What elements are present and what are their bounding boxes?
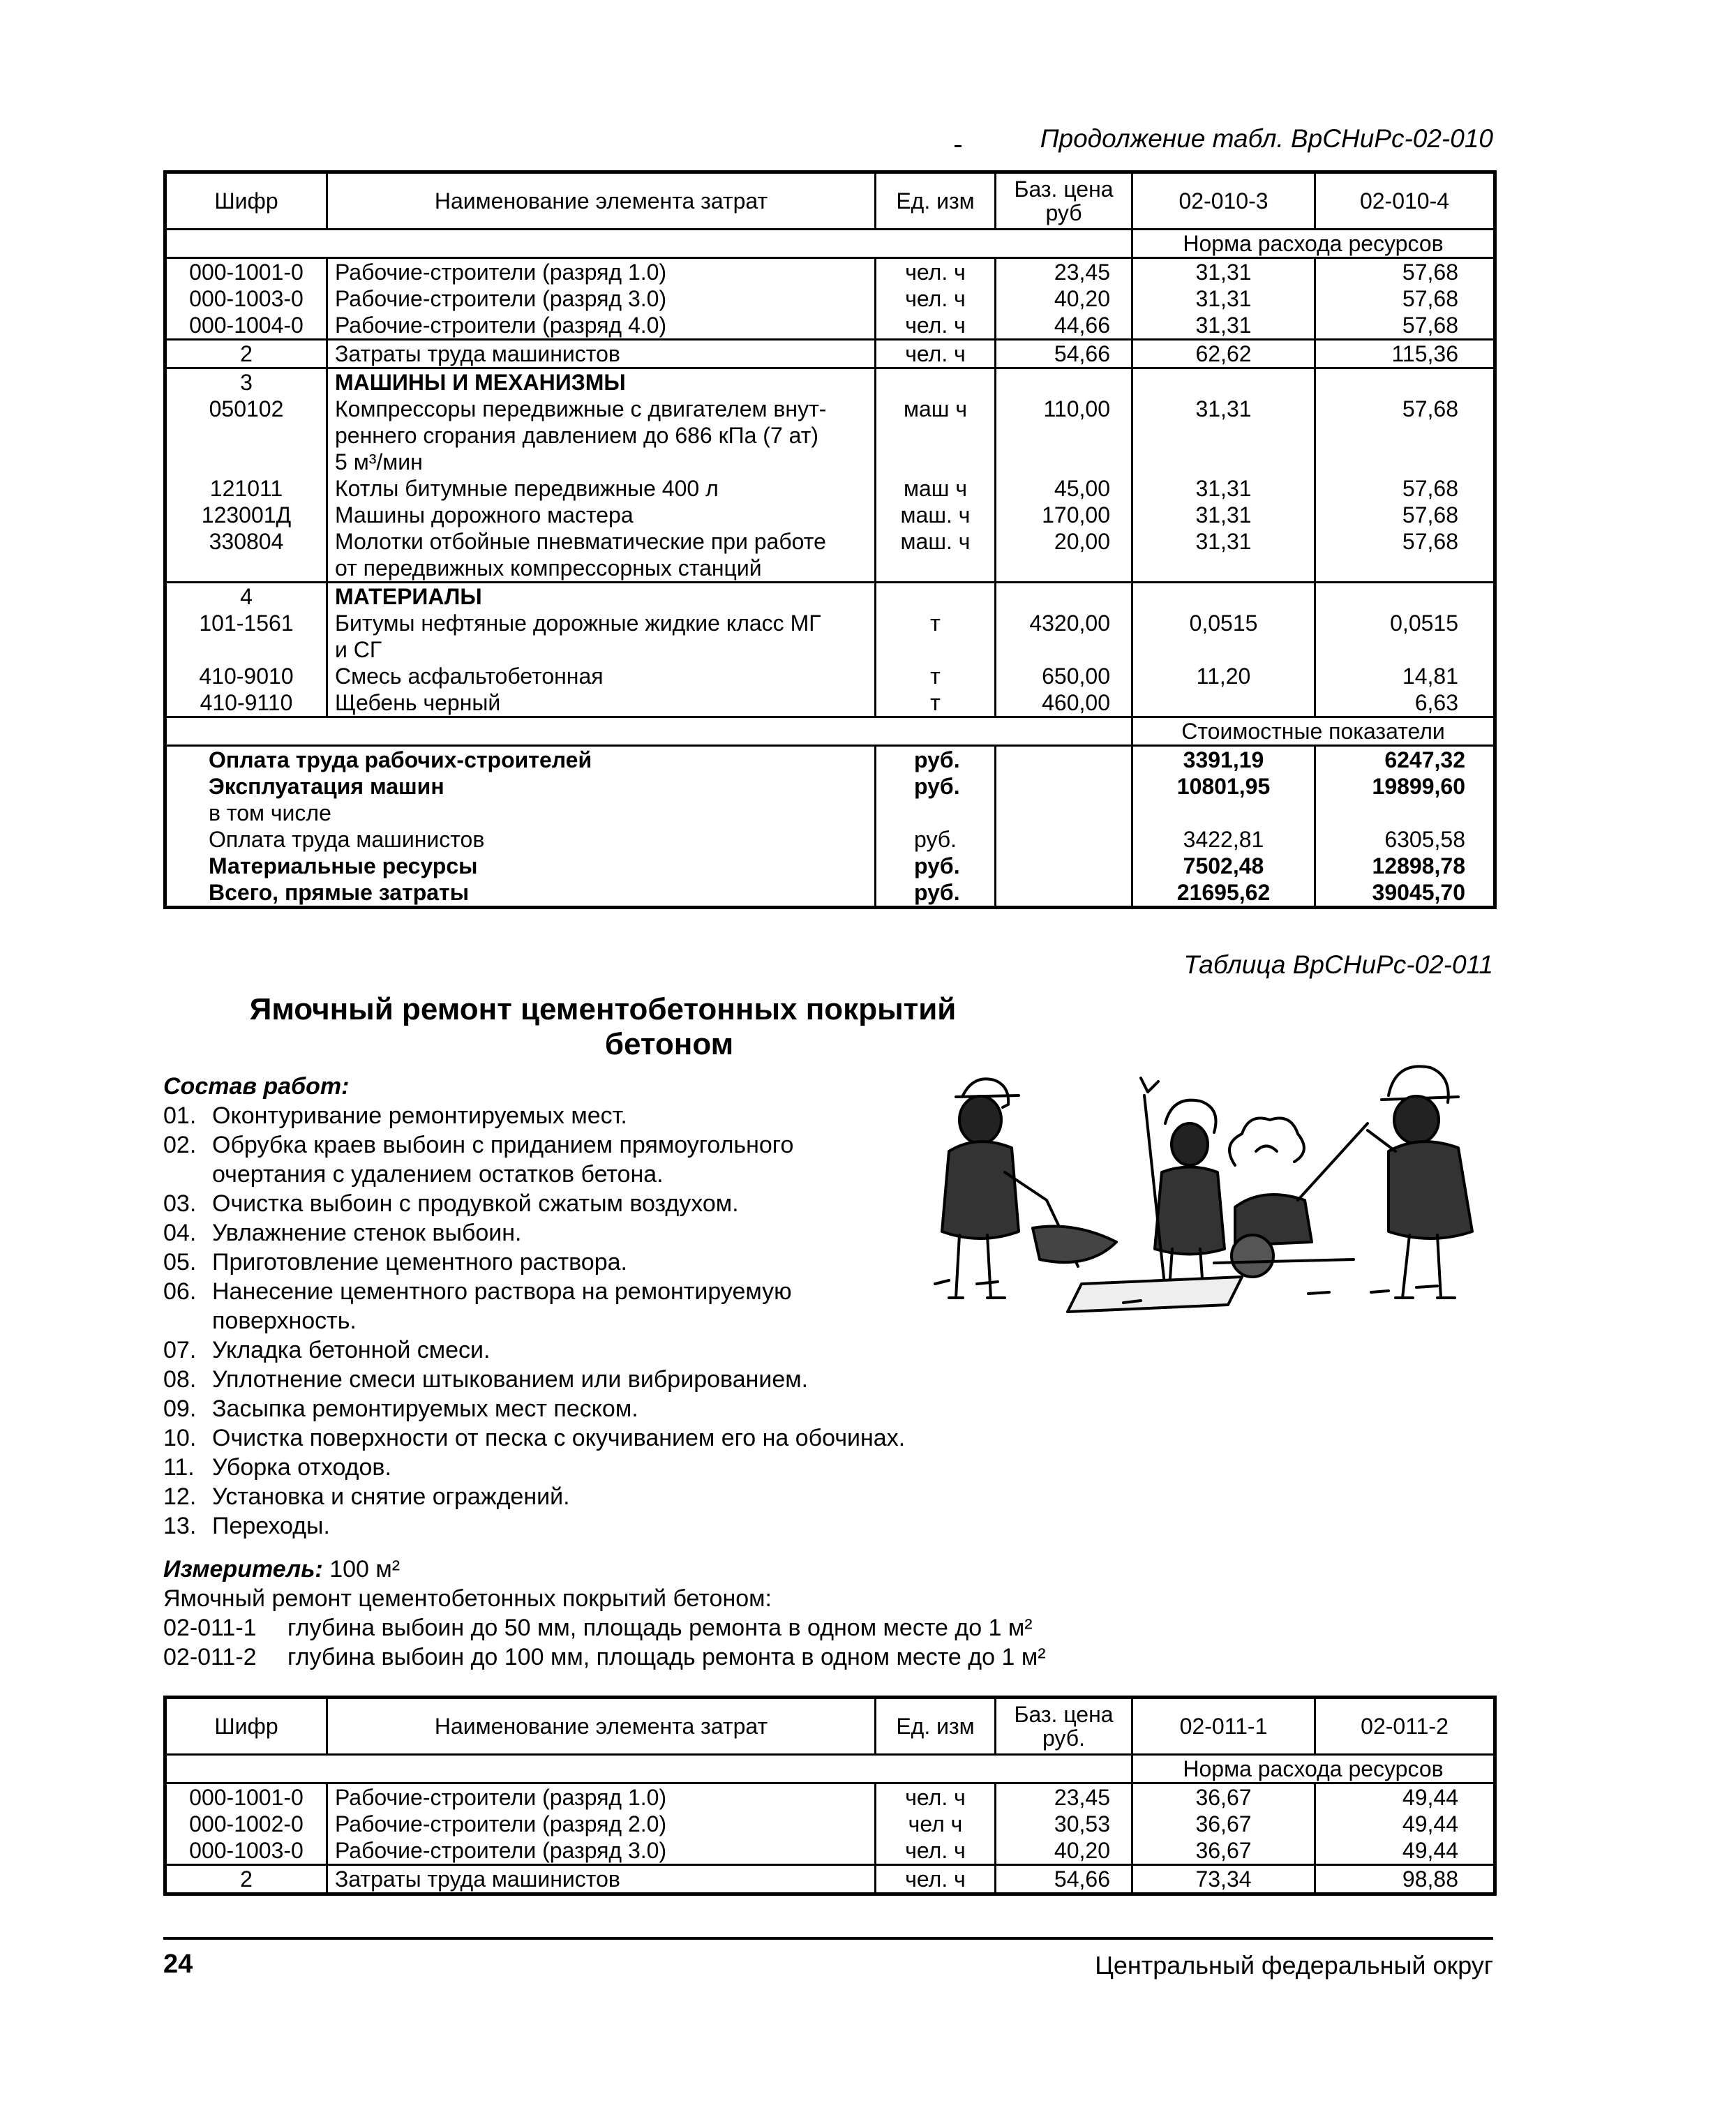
variant-1-cell: 31,31	[1132, 285, 1315, 312]
code-cell	[165, 422, 327, 449]
table2-header-row	[165, 1698, 1495, 1755]
price-cell: 20,00	[996, 528, 1132, 555]
variant-2-cell	[1315, 636, 1495, 663]
price-cell: 23,45	[996, 258, 1132, 286]
name-cell: Рабочие-строители (разряд 3.0)	[327, 285, 876, 312]
variant-line	[163, 1643, 1489, 1672]
variant-2-cell	[1315, 368, 1495, 396]
code-cell: 2	[165, 340, 327, 368]
code-cell: 000-1001-0	[165, 1783, 327, 1811]
variant-2-cell	[1315, 583, 1495, 611]
col-header-price: Баз. цена руб.	[996, 1698, 1132, 1755]
code-cell: 101-1561	[165, 610, 327, 636]
cost-variant-2: 19899,60	[1372, 774, 1465, 799]
variant-1-cell: 11,20	[1132, 663, 1315, 689]
cost-variant-2: 12898,78	[1372, 853, 1465, 878]
table-row	[165, 663, 1495, 689]
cost-row	[165, 773, 1495, 800]
table-row	[165, 368, 1495, 396]
variant-1-cell: 31,31	[1132, 502, 1315, 528]
road-workers-illustration	[907, 1054, 1507, 1319]
work-number: 13.	[163, 1513, 197, 1539]
variant-1-cell	[1132, 583, 1315, 611]
work-text: Уборка отходов.	[212, 1454, 391, 1481]
table-row	[165, 555, 1495, 583]
price-cell: 460,00	[996, 689, 1132, 717]
table-row	[165, 502, 1495, 528]
name-cell: МАШИНЫ И МЕХАНИЗМЫ	[327, 368, 876, 396]
unit-cell: маш. ч	[876, 502, 996, 528]
price-cell: 170,00	[996, 502, 1132, 528]
price-cell	[996, 555, 1132, 583]
footer-district: Центральный федеральный округ	[1095, 1951, 1493, 1980]
cost-price	[996, 853, 1132, 879]
section-title	[163, 992, 1028, 1062]
code-cell	[165, 449, 327, 475]
code-cell: 000-1003-0	[165, 1837, 327, 1865]
variant-1-cell: 31,31	[1132, 312, 1315, 340]
code-cell	[165, 555, 327, 583]
price-cell	[996, 636, 1132, 663]
code-cell: 000-1003-0	[165, 285, 327, 312]
work-text: Нанесение цементного раствора на ремонтируемую	[212, 1278, 792, 1305]
unit-cell: маш. ч	[876, 528, 996, 555]
unit-cell: маш ч	[876, 396, 996, 422]
resource-table-02-010	[163, 170, 1497, 909]
price-cell: 45,00	[996, 475, 1132, 502]
cost-banner-row	[165, 717, 1495, 746]
unit-cell: чел. ч	[876, 285, 996, 312]
col-header-name: Наименование элемента затрат	[327, 172, 876, 230]
variant-1-cell	[1132, 422, 1315, 449]
work-number	[163, 1306, 212, 1335]
work-number: 11.	[163, 1454, 195, 1481]
code-cell: 000-1001-0	[165, 258, 327, 286]
name-cell: 5 м³/мин	[327, 449, 876, 475]
unit-cell	[876, 583, 996, 611]
work-number: 07.	[163, 1337, 197, 1363]
col-header-price: Баз. цена руб	[996, 172, 1132, 230]
work-item	[163, 1365, 1168, 1394]
unit-cell: т	[876, 663, 996, 689]
cost-label: Оплата труда машинистов	[165, 826, 876, 853]
variant-2-cell	[1315, 555, 1495, 583]
col-header-name: Наименование элемента затрат	[327, 1698, 876, 1755]
work-text: поверхность.	[212, 1308, 357, 1334]
code-cell: 410-9010	[165, 663, 327, 689]
table-row	[165, 258, 1495, 286]
variant-1-cell: 31,31	[1132, 528, 1315, 555]
cost-unit: руб.	[876, 826, 996, 853]
code-cell: 050102	[165, 396, 327, 422]
table-continuation-caption: Продолжение табл. ВрСНиРс-02-010	[1040, 124, 1493, 153]
unit-cell: чел. ч	[876, 1865, 996, 1894]
code-cell: 000-1004-0	[165, 312, 327, 340]
variant-text: глубина выбоин до 100 мм, площадь ремонта в одном месте до 1 м²	[287, 1644, 1046, 1670]
table-row	[165, 1811, 1495, 1837]
cost-row	[165, 853, 1495, 879]
price-cell: 23,45	[996, 1783, 1132, 1811]
variant-1-cell	[1132, 449, 1315, 475]
cost-variant-2	[1315, 800, 1495, 826]
name-cell: реннего сгорания давлением до 686 кПа (7 ат)	[327, 422, 876, 449]
name-cell: Битумы нефтяные дорожные жидкие класс МГ	[327, 610, 876, 636]
resource-table-02-011	[163, 1696, 1497, 1896]
name-cell: Машины дорожного мастера	[327, 502, 876, 528]
cost-row	[165, 800, 1495, 826]
unit-cell: маш ч	[876, 475, 996, 502]
variant-1-cell: 31,31	[1132, 396, 1315, 422]
price-cell: 40,20	[996, 1837, 1132, 1865]
table-row	[165, 422, 1495, 449]
col-header-variant-1: 02-010-3	[1132, 172, 1315, 230]
work-text: Переходы.	[212, 1513, 330, 1539]
variant-2-cell: 49,44	[1402, 1811, 1458, 1836]
cost-unit: руб.	[876, 853, 996, 879]
variant-code: 02-011-2	[163, 1644, 257, 1670]
name-cell: Рабочие-строители (разряд 2.0)	[327, 1811, 876, 1837]
unit-cell	[876, 636, 996, 663]
name-cell: Затраты труда машинистов	[327, 340, 876, 368]
unit-cell: чел ч	[876, 1811, 996, 1837]
variant-2-cell: 6,63	[1414, 690, 1458, 715]
name-cell: Котлы битумные передвижные 400 л	[327, 475, 876, 502]
name-cell: Щебень черный	[327, 689, 876, 717]
name-cell: Смесь асфальтобетонная	[327, 663, 876, 689]
cost-price	[996, 826, 1132, 853]
col-header-variant-2: 02-010-4	[1315, 172, 1495, 230]
variant-2-cell: 14,81	[1402, 664, 1458, 689]
code-cell: 000-1002-0	[165, 1811, 327, 1837]
variant-1-cell: 36,67	[1132, 1783, 1315, 1811]
table-row	[165, 340, 1495, 368]
work-number: 06.	[163, 1278, 197, 1305]
page-number: 24	[163, 1950, 193, 1979]
table-row	[165, 1865, 1495, 1894]
cost-unit: руб.	[876, 773, 996, 800]
work-item	[163, 1482, 1168, 1511]
cost-row	[165, 826, 1495, 853]
work-number: 09.	[163, 1396, 197, 1422]
code-cell: 4	[165, 583, 327, 611]
price-cell: 650,00	[996, 663, 1132, 689]
cost-variant-1: 3422,81	[1132, 826, 1315, 853]
cost-unit: руб.	[876, 746, 996, 774]
cost-unit	[876, 800, 996, 826]
work-text: очертания с удалением остатков бетона.	[212, 1161, 664, 1188]
price-cell: 4320,00	[996, 610, 1132, 636]
variant-2-cell: 57,68	[1402, 502, 1458, 528]
price-cell: 30,53	[996, 1811, 1132, 1837]
work-number: 02.	[163, 1132, 197, 1158]
norm-banner-row	[165, 1755, 1495, 1783]
work-item	[163, 1394, 1168, 1423]
code-cell: 2	[165, 1865, 327, 1894]
code-cell	[165, 636, 327, 663]
variant-2-cell: 57,68	[1402, 476, 1458, 501]
unit-cell: чел. ч	[876, 312, 996, 340]
col-header-code: Шифр	[165, 1698, 327, 1755]
cost-variant-1: 7502,48	[1132, 853, 1315, 879]
variant-text: глубина выбоин до 50 мм, площадь ремонта в одном месте до 1 м²	[287, 1615, 1033, 1641]
work-number: 12.	[163, 1483, 197, 1510]
unit-cell	[876, 422, 996, 449]
col-header-unit: Ед. изм	[876, 1698, 996, 1755]
col-header-variant-1: 02-011-1	[1132, 1698, 1315, 1755]
price-cell	[996, 422, 1132, 449]
measure-block	[163, 1555, 1489, 1672]
cost-variant-1	[1132, 800, 1315, 826]
work-number: 10.	[163, 1425, 197, 1451]
cost-variant-1: 3391,19	[1132, 746, 1315, 774]
variant-1-cell: 73,34	[1132, 1865, 1315, 1894]
name-cell: МАТЕРИАЛЫ	[327, 583, 876, 611]
col-header-unit: Ед. изм	[876, 172, 996, 230]
table-row	[165, 583, 1495, 611]
cost-variant-2: 39045,70	[1372, 880, 1465, 905]
table-header-row	[165, 172, 1495, 230]
unit-cell	[876, 449, 996, 475]
cost-variant-2: 6247,32	[1384, 747, 1465, 772]
unit-cell: чел. ч	[876, 1783, 996, 1811]
variant-1-cell	[1132, 368, 1315, 396]
name-cell: Рабочие-строители (разряд 1.0)	[327, 1783, 876, 1811]
cost-unit: руб.	[876, 879, 996, 908]
cost-price	[996, 746, 1132, 774]
work-text: Очистка выбоин с продувкой сжатым воздухом.	[212, 1190, 739, 1217]
name-cell: от передвижных компрессорных станций	[327, 555, 876, 583]
work-number: 05.	[163, 1249, 197, 1275]
work-number	[163, 1160, 212, 1189]
price-cell: 40,20	[996, 285, 1132, 312]
variant-2-cell: 57,68	[1402, 396, 1458, 421]
variant-1-cell: 31,31	[1132, 475, 1315, 502]
name-cell: Рабочие-строители (разряд 1.0)	[327, 258, 876, 286]
variant-2-cell: 49,44	[1402, 1838, 1458, 1863]
work-text: Оконтуривание ремонтируемых мест.	[212, 1102, 627, 1129]
works-heading: Состав работ:	[163, 1073, 350, 1100]
table-row	[165, 285, 1495, 312]
variant-2-cell: 115,36	[1315, 340, 1495, 368]
work-number: 03.	[163, 1190, 197, 1217]
work-text: Приготовление цементного раствора.	[212, 1249, 627, 1275]
table-row	[165, 689, 1495, 717]
cost-label: Оплата труда рабочих-строителей	[165, 746, 876, 774]
cost-price	[996, 879, 1132, 908]
price-cell	[996, 583, 1132, 611]
variant-2-cell: 98,88	[1315, 1865, 1495, 1894]
variant-2-cell: 57,68	[1402, 286, 1458, 311]
table-row	[165, 1837, 1495, 1865]
footer-rule	[163, 1937, 1493, 1940]
cost-variant-1: 10801,95	[1132, 773, 1315, 800]
price-cell	[996, 368, 1132, 396]
work-number: 08.	[163, 1366, 197, 1393]
cost-row	[165, 746, 1495, 774]
variant-2-cell	[1315, 422, 1495, 449]
work-number: 01.	[163, 1102, 197, 1129]
name-cell: Рабочие-строители (разряд 4.0)	[327, 312, 876, 340]
name-cell: Рабочие-строители (разряд 3.0)	[327, 1837, 876, 1865]
table-row	[165, 396, 1495, 422]
table-row	[165, 1783, 1495, 1811]
table-row	[165, 449, 1495, 475]
work-text: Установка и снятие ограждений.	[212, 1483, 570, 1510]
work-item	[163, 1335, 1168, 1365]
variant-code: 02-011-1	[163, 1615, 257, 1641]
variant-1-cell: 36,67	[1132, 1837, 1315, 1865]
price-cell: 44,66	[996, 312, 1132, 340]
work-text: Укладка бетонной смеси.	[212, 1337, 491, 1363]
variant-2-cell: 0,0515	[1390, 611, 1458, 636]
variant-2-cell: 57,68	[1402, 260, 1458, 285]
norm-banner: Норма расхода ресурсов	[1132, 1755, 1495, 1783]
variant-1-cell	[1132, 689, 1315, 717]
variant-line	[163, 1613, 1489, 1643]
cost-variant-1: 21695,62	[1132, 879, 1315, 908]
section-title-line-2: бетоном	[604, 1027, 734, 1061]
norm-banner: Норма расхода ресурсов	[1132, 230, 1495, 258]
unit-cell: чел. ч	[876, 1837, 996, 1865]
cost-banner: Стоимостные показатели	[1132, 717, 1495, 746]
col-header-code: Шифр	[165, 172, 327, 230]
code-cell: 121011	[165, 475, 327, 502]
price-cell: 110,00	[996, 396, 1132, 422]
cost-label: Всего, прямые затраты	[165, 879, 876, 908]
variant-1-cell: 62,62	[1132, 340, 1315, 368]
price-cell	[996, 449, 1132, 475]
table-caption: Таблица ВрСНиРс-02-011	[1183, 950, 1493, 979]
norm-banner-row	[165, 230, 1495, 258]
variant-1-cell	[1132, 636, 1315, 663]
work-text: Уплотнение смеси штыкованием или вибрированием.	[212, 1366, 809, 1393]
variant-1-cell: 36,67	[1132, 1811, 1315, 1837]
table-row	[165, 636, 1495, 663]
cost-price	[996, 773, 1132, 800]
work-text: Обрубка краев выбоин с приданием прямоугольного	[212, 1132, 794, 1158]
name-cell: и СГ	[327, 636, 876, 663]
work-item	[163, 1511, 1168, 1541]
work-text: Засыпка ремонтируемых мест песком.	[212, 1396, 638, 1422]
section-title-line-1: Ямочный ремонт цементобетонных покрытий	[249, 992, 957, 1026]
table-row	[165, 475, 1495, 502]
work-number: 04.	[163, 1220, 197, 1246]
unit-cell: т	[876, 610, 996, 636]
name-cell: Затраты труда машинистов	[327, 1865, 876, 1894]
code-cell: 3	[165, 368, 327, 396]
work-text: Очистка поверхности от песка с окучиванием его на обочинах.	[212, 1425, 906, 1451]
cost-label: Материальные ресурсы	[165, 853, 876, 879]
variant-2-cell: 49,44	[1402, 1785, 1458, 1810]
cost-label: в том числе	[165, 800, 876, 826]
cost-row	[165, 879, 1495, 908]
unit-cell	[876, 368, 996, 396]
unit-cell: т	[876, 689, 996, 717]
code-cell: 330804	[165, 528, 327, 555]
col-header-variant-2: 02-011-2	[1315, 1698, 1495, 1755]
unit-cell: чел. ч	[876, 258, 996, 286]
name-cell: Компрессоры передвижные с двигателем внут-	[327, 396, 876, 422]
cost-variant-2: 6305,58	[1384, 827, 1465, 852]
cost-price	[996, 800, 1132, 826]
measure-description: Ямочный ремонт цементобетонных покрытий бетоном:	[163, 1585, 772, 1612]
work-text: Увлажнение стенок выбоин.	[212, 1220, 522, 1246]
table-row	[165, 312, 1495, 340]
price-cell: 54,66	[996, 340, 1132, 368]
unit-cell	[876, 555, 996, 583]
name-cell: Молотки отбойные пневматические при работе	[327, 528, 876, 555]
code-cell: 123001Д	[165, 502, 327, 528]
measure-value: 100 м²	[329, 1556, 401, 1582]
code-cell: 410-9110	[165, 689, 327, 717]
unit-cell: чел. ч	[876, 340, 996, 368]
measure-heading: Измеритель:	[163, 1556, 323, 1582]
variant-2-cell	[1315, 449, 1495, 475]
variant-1-cell: 0,0515	[1132, 610, 1315, 636]
work-item	[163, 1423, 1168, 1453]
table-row	[165, 610, 1495, 636]
cost-label: Эксплуатация машин	[165, 773, 876, 800]
price-cell: 54,66	[996, 1865, 1132, 1894]
work-item	[163, 1453, 1168, 1482]
variant-1-cell: 31,31	[1132, 258, 1315, 286]
variant-1-cell	[1132, 555, 1315, 583]
variant-2-cell: 57,68	[1402, 529, 1458, 554]
table-row	[165, 528, 1495, 555]
variant-2-cell: 57,68	[1402, 313, 1458, 338]
